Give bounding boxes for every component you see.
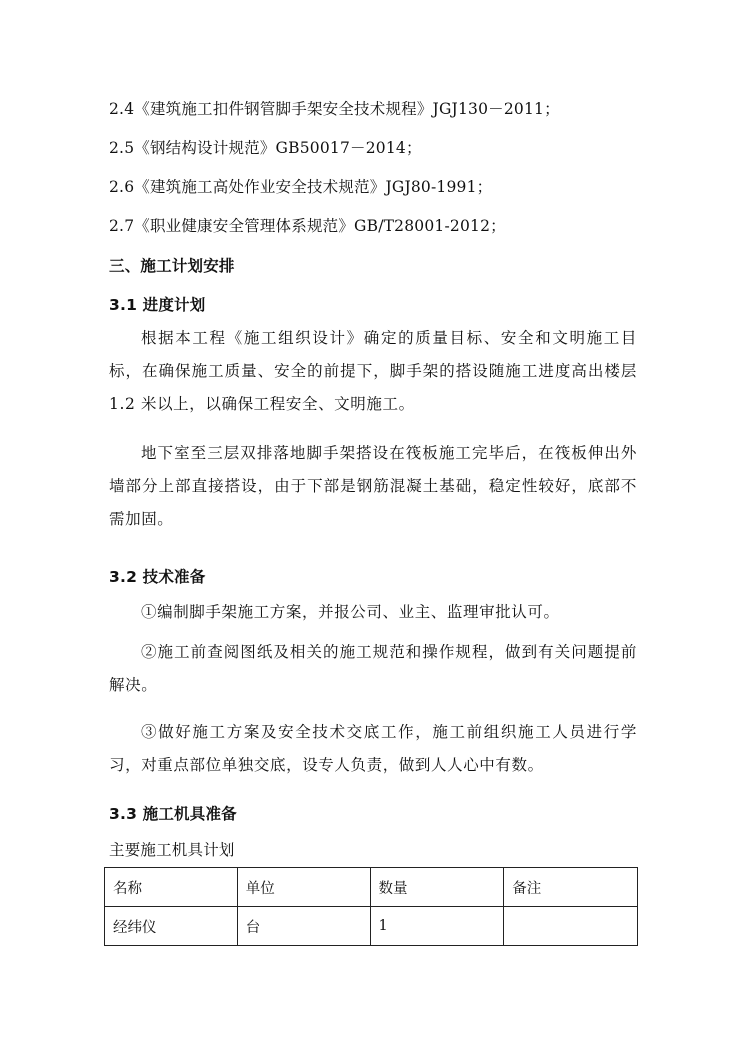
standard-2-5: 2.5《钢结构设计规范》GB50017－2014； xyxy=(109,139,422,157)
section-3-2-item-2: ②施工前查阅图纸及相关的施工规范和操作规程，做到有关问题提前解决。 xyxy=(109,643,637,694)
section-3-1-paragraph-2: 地下室至三层双排落地脚手架搭设在筏板施工完毕后，在筏板伸出外墙部分上部直接搭设，由于下部是钢筋混凝土基础，稳定性较好，底部不需加固。 xyxy=(109,444,637,528)
section-3-1-heading: 3.1 进度计划 xyxy=(109,296,206,314)
standard-2-6: 2.6《建筑施工高处作业安全技术规范》JGJ80-1991； xyxy=(109,178,493,196)
section-3-1-paragraph-1: 根据本工程《施工组织设计》确定的质量目标、安全和文明施工目标，在确保施工质量、安全的前提下，脚手架的搭设随施工进度高出楼层 1.2 米以上，以确保工程安全、文明施工。 xyxy=(109,329,637,413)
standard-2-4: 2.4《建筑施工扣件钢管脚手架安全技术规程》JGJ130－2011； xyxy=(109,100,560,118)
table-header-quantity: 数量 xyxy=(370,868,504,907)
table-cell-name: 经纬仪 xyxy=(105,907,238,946)
table-header-name: 名称 xyxy=(105,868,238,907)
section-3-3-heading: 3.3 施工机具准备 xyxy=(109,805,237,823)
table-cell-unit: 台 xyxy=(237,907,370,946)
section-3-heading: 三、施工计划安排 xyxy=(109,257,235,275)
table-header-row xyxy=(105,868,638,907)
table-caption: 主要施工机具计划 xyxy=(109,841,235,859)
table-cell-remarks xyxy=(504,907,638,946)
table-header-remarks: 备注 xyxy=(504,868,638,907)
section-3-2-heading: 3.2 技术准备 xyxy=(109,568,206,586)
section-3-2-item-1: ①编制脚手架施工方案，并报公司、业主、监理审批认可。 xyxy=(141,603,560,621)
standard-2-7: 2.7《职业健康安全管理体系规范》GB/T28001-2012； xyxy=(109,217,506,235)
equipment-table xyxy=(104,867,638,946)
section-3-2-item-3: ③做好施工方案及安全技术交底工作，施工前组织施工人员进行学习，对重点部位单独交底，设专人负责，做到人人心中有数。 xyxy=(109,723,637,774)
table-row xyxy=(105,907,638,946)
table-cell-quantity: 1 xyxy=(370,907,504,946)
table-header-unit: 单位 xyxy=(237,868,370,907)
